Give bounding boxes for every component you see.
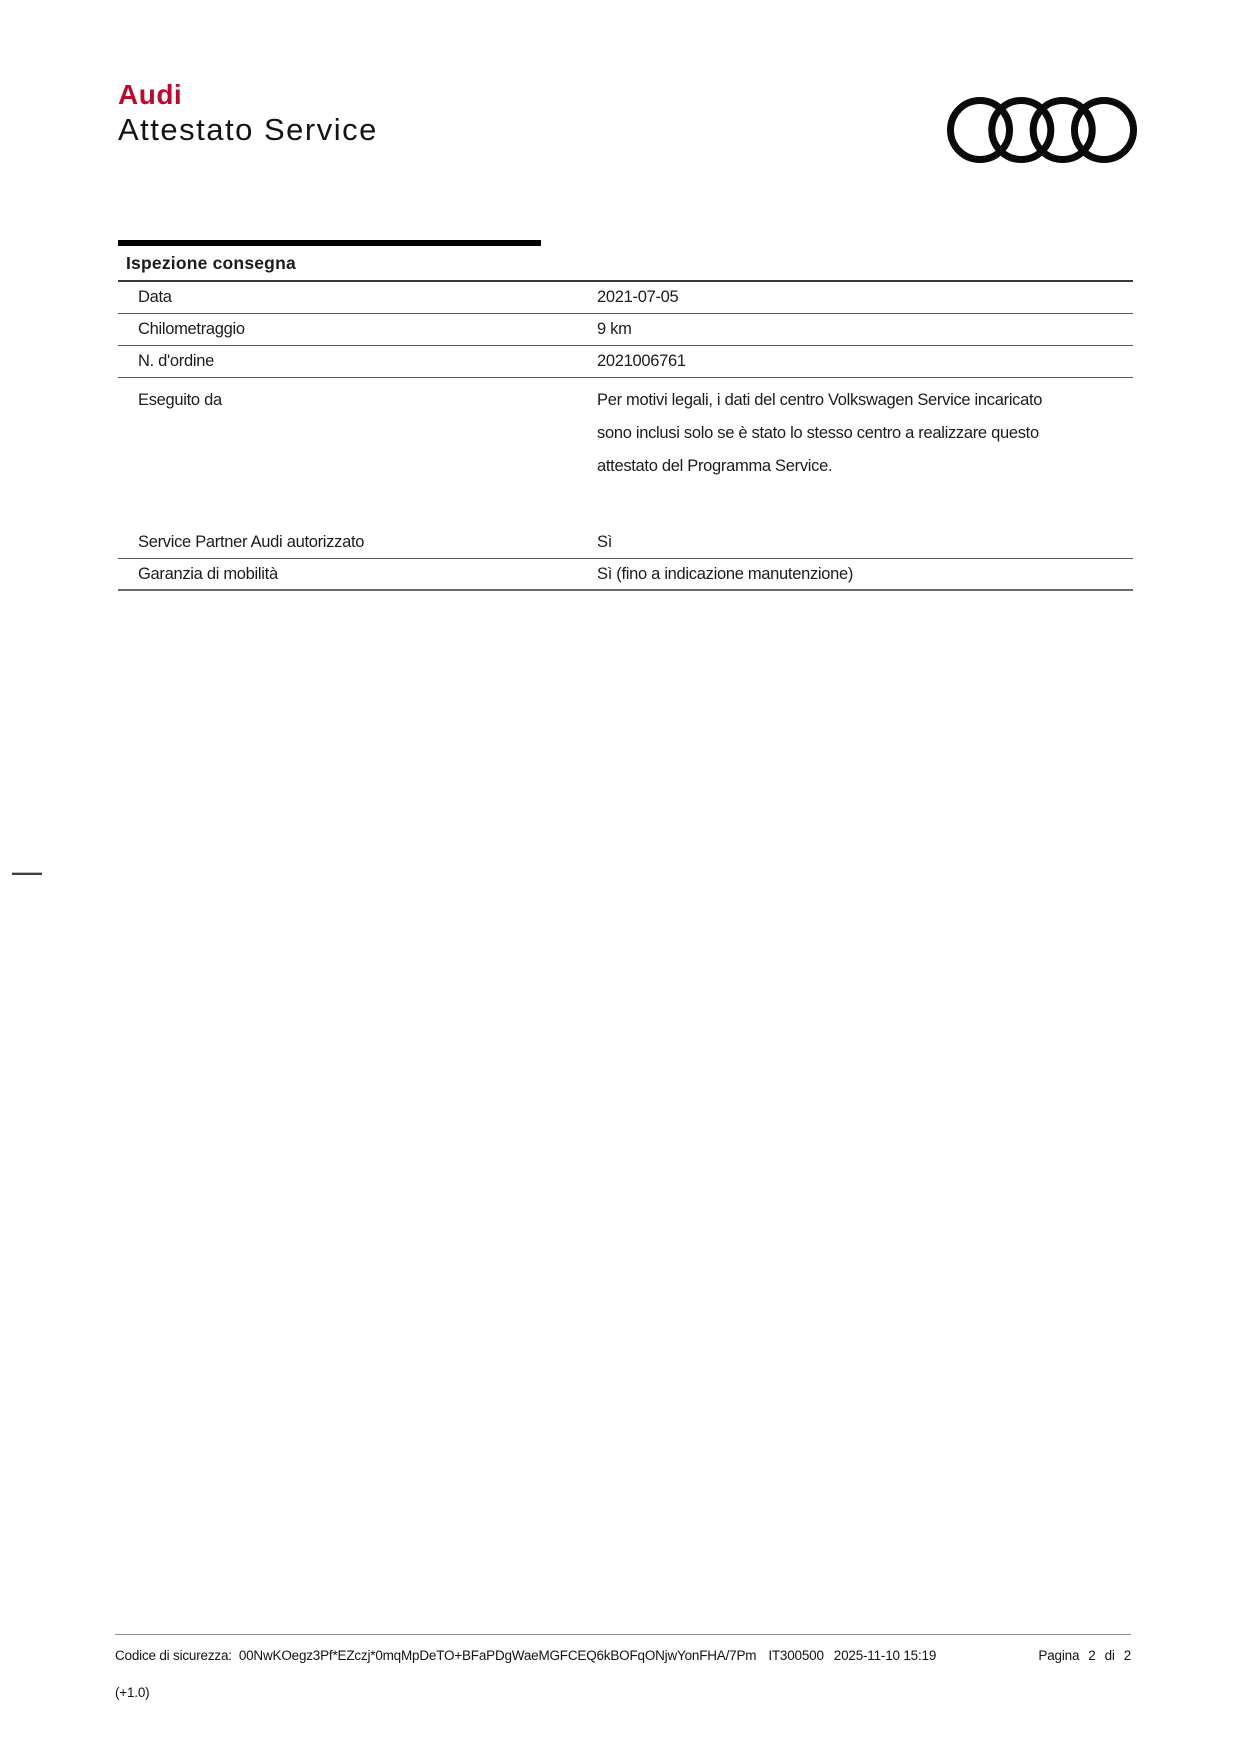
row-label: Eseguito da <box>138 391 222 409</box>
row-value: Sì (fino a indicazione manutenzione) <box>597 565 854 583</box>
inspection-section <box>118 240 1133 591</box>
page-total: 2 <box>1123 1648 1131 1663</box>
page-current: 2 <box>1088 1648 1096 1663</box>
security-code-value: 00NwKOegz3Pf*EZczj*0mqMpDeTO+BFaPDgWaeMGFCEQ6kBOFqONjwYonFHA/7Pm <box>238 1648 757 1663</box>
page-label: Pagina <box>1038 1648 1080 1663</box>
version-note: (+1.0) <box>115 1685 150 1700</box>
table-row-ordine <box>118 346 1133 378</box>
table-row-chilometraggio <box>118 314 1133 346</box>
audi-rings-icon <box>947 97 1137 163</box>
header <box>118 80 378 147</box>
legal-note-line: sono inclusi solo se è stato lo stesso centro a realizzare questo <box>597 424 1039 442</box>
row-value: 2021-07-05 <box>597 288 679 306</box>
page-separator: di <box>1104 1648 1115 1663</box>
row-value: 9 km <box>597 320 632 338</box>
table-row-eseguito-da <box>118 378 1133 527</box>
fold-mark <box>12 872 42 875</box>
row-value: Sì <box>597 533 612 551</box>
legal-note-line: Per motivi legali, i dati del centro Volkswagen Service incaricato <box>597 391 1043 409</box>
row-label: N. d'ordine <box>138 352 214 370</box>
row-label: Garanzia di mobilità <box>138 565 278 583</box>
section-title: Ispezione consegna <box>118 246 1133 282</box>
row-value: 2021006761 <box>597 352 686 370</box>
legal-note-line: attestato del Programma Service. <box>597 457 833 475</box>
pagination <box>1038 1648 1131 1663</box>
row-label: Chilometraggio <box>138 320 245 338</box>
print-timestamp: 2025-11-10 15:19 <box>833 1648 937 1663</box>
document-title: Attestato Service <box>118 112 378 148</box>
security-code-block <box>115 1648 936 1663</box>
page-footer <box>115 1634 1131 1700</box>
row-label: Data <box>138 288 172 306</box>
brand-wordmark: Audi <box>118 79 183 110</box>
row-value <box>577 384 1133 483</box>
document-code: IT300500 <box>768 1648 824 1663</box>
security-code-label: Codice di sicurezza: <box>115 1648 232 1663</box>
table-row-data <box>118 282 1133 314</box>
footer-line <box>115 1635 1131 1663</box>
row-label: Service Partner Audi autorizzato <box>138 533 365 551</box>
table-row-garanzia <box>118 559 1133 591</box>
table-row-service-partner <box>118 527 1133 559</box>
